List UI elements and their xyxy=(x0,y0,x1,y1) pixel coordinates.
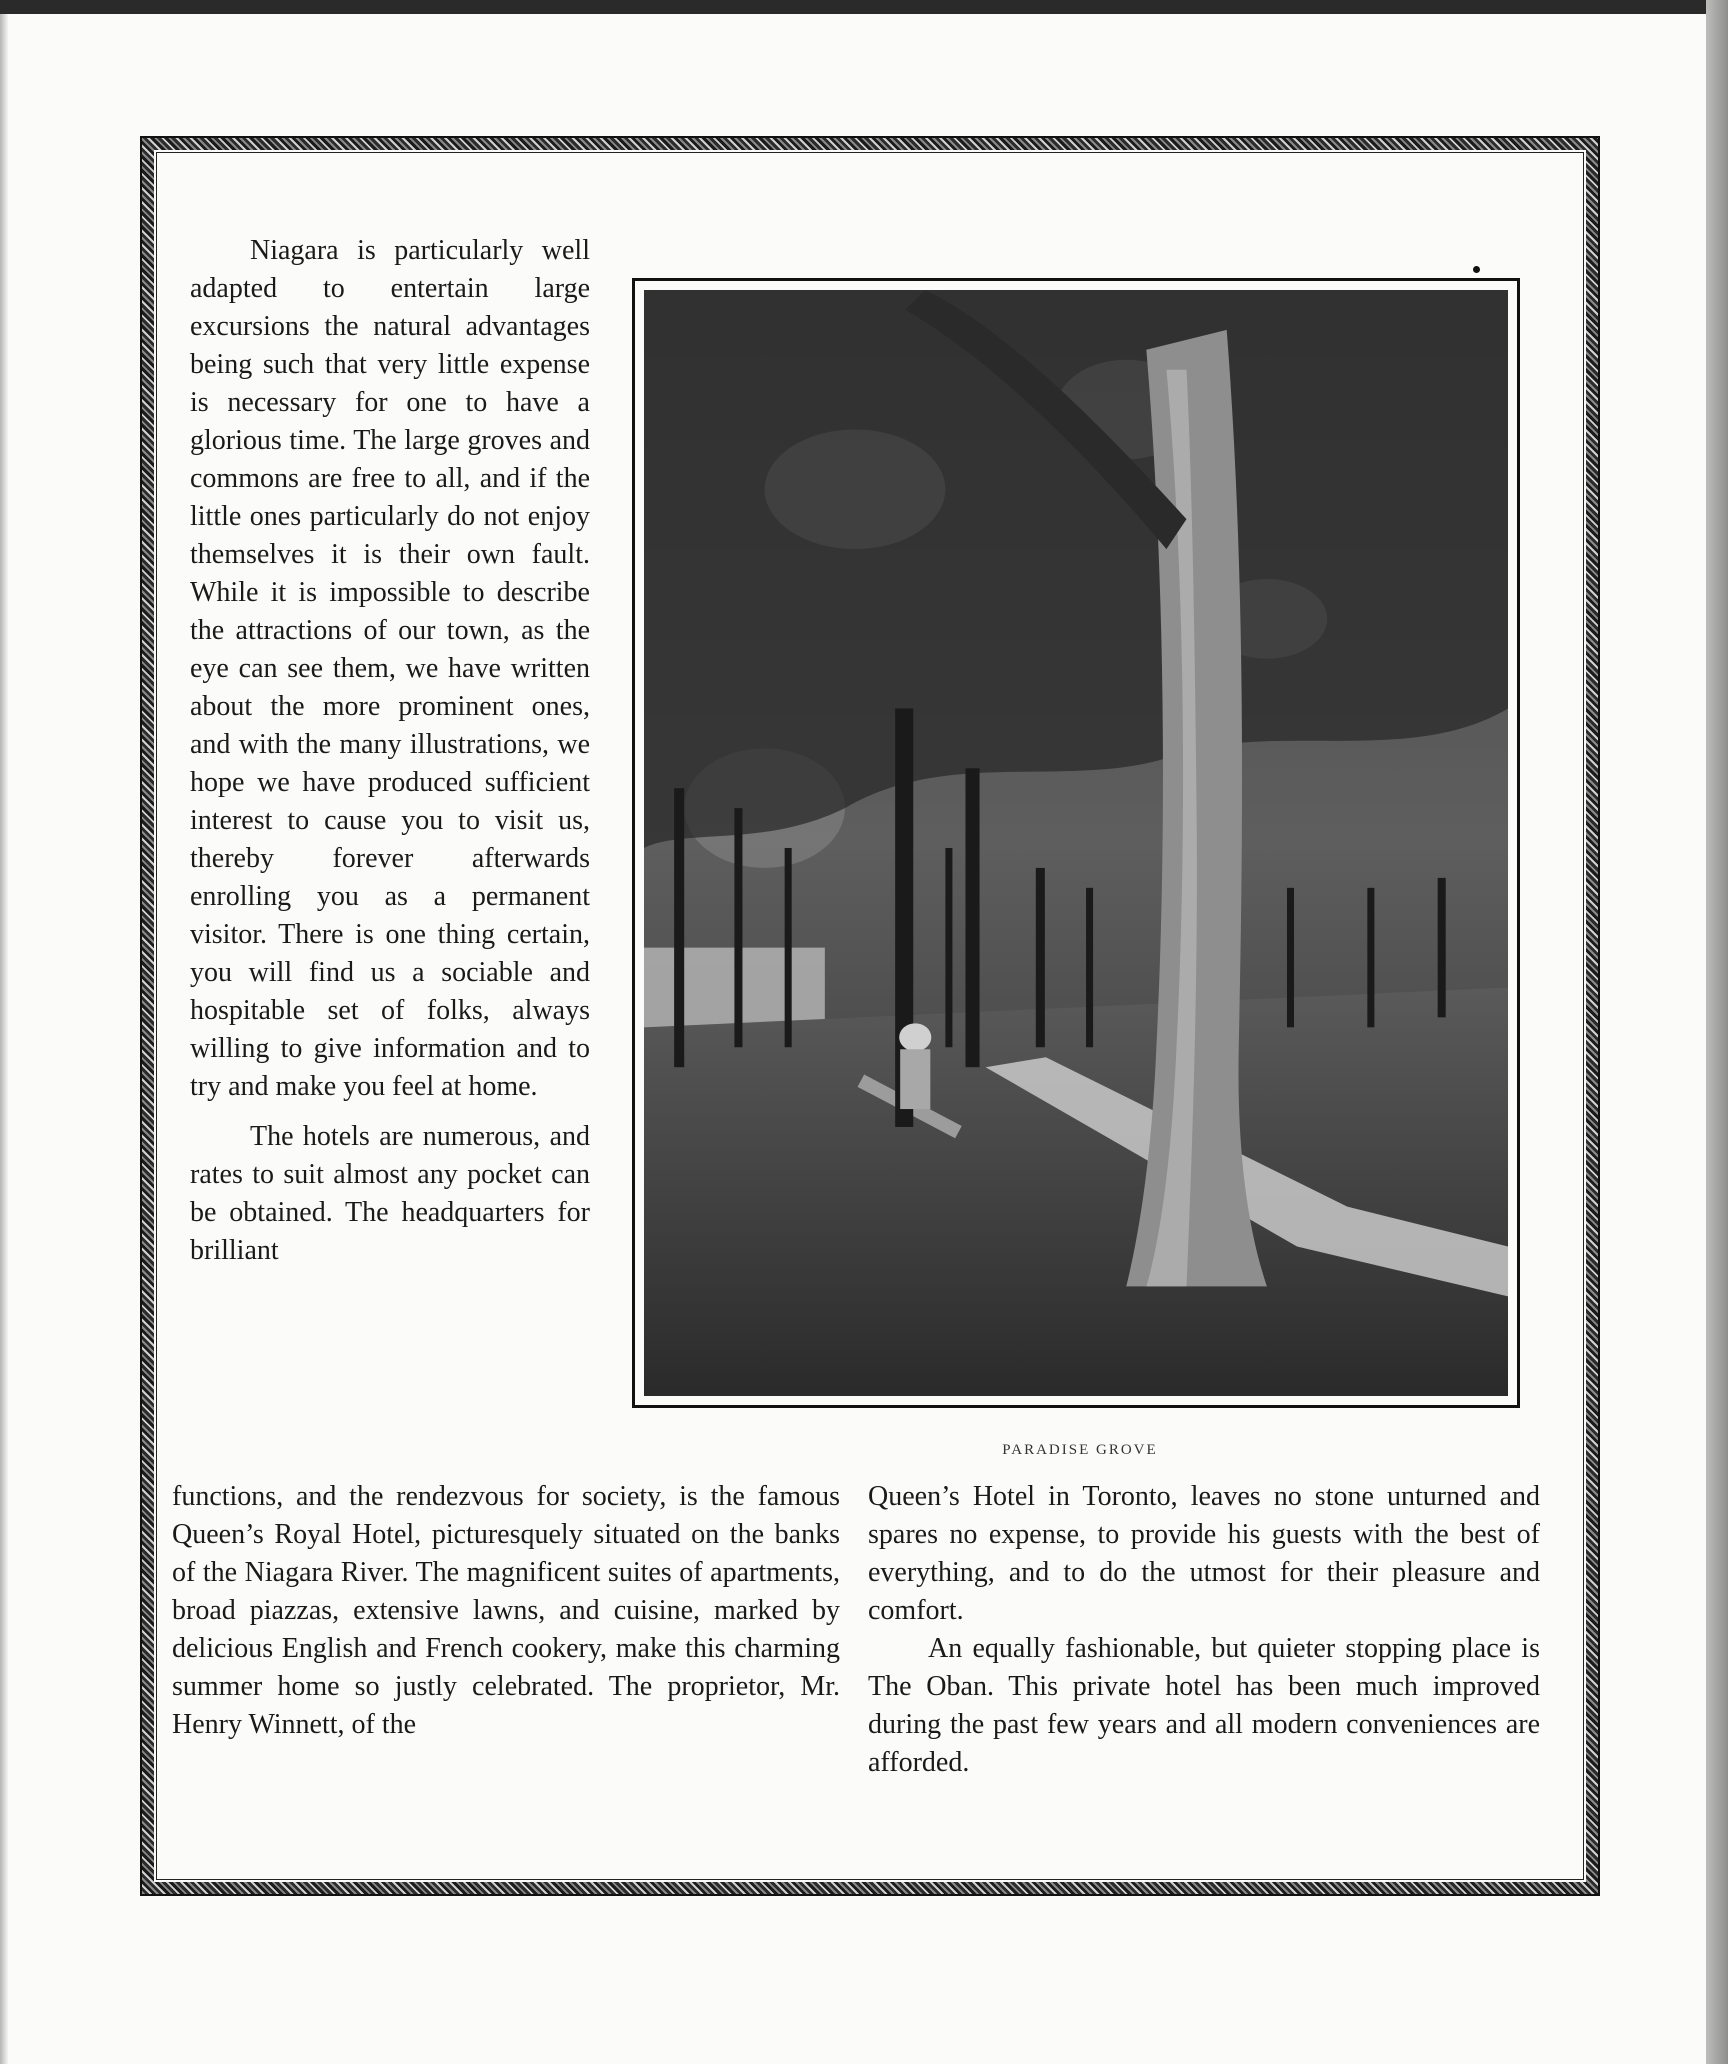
queens-royal-paragraph: functions, and the rendezvous for society, is the famous Queen’s Royal Hotel, picturesquely situated on the banks of the Niagara River. The magnificent suites of apartments, broad piazzas, extensive lawns, and cuisine, marked by delicious English and French cookery, make this charming summer home so justly celebrated. The proprietor, Mr. Henry Winnett, of the xyxy=(172,1481,840,1740)
grove-illustration xyxy=(644,290,1508,1396)
photo-image xyxy=(644,290,1508,1396)
ink-speck xyxy=(1473,266,1480,273)
paradise-grove-photo xyxy=(632,278,1520,1408)
intro-paragraph: Niagara is particularly well adapted to entertain large excursions the natural advantages being such that very little expense is necessary for one to have a glorious time. The large groves and commons are free to all, and if the little ones particularly do not enjoy themselves it is their own fault. While it is impossible to describe the attractions of our town, as the eye can see them, we have written about the more prominent ones, and with the many illustrations, we hope we have produced sufficient interest to cause you to visit us, thereby forever afterwards enrolling you as a permanent visitor. There is one thing certain, you will find us a sociable and hospitable set of folks, always willing to give information and to try and make you feel at home. xyxy=(190,235,590,1102)
bottom-left-text-column xyxy=(172,1478,840,1744)
left-text-column xyxy=(190,232,590,1270)
oban-paragraph: An equally fashionable, but quieter stopping place is The Oban. This private hotel has been much improved during the past few years and all modern conveniences are afforded. xyxy=(868,1633,1540,1778)
scan-right-edge xyxy=(1706,0,1728,2064)
bottom-right-text-column xyxy=(868,1478,1540,1782)
photo-caption: PARADISE GROVE xyxy=(1002,1442,1158,1458)
page-spine-shadow xyxy=(0,14,8,2064)
queens-hotel-paragraph: Queen’s Hotel in Toronto, leaves no stone unturned and spares no expense, to provide his guests with the best of everything, and to do the utmost for their pleasure and comfort. xyxy=(868,1481,1540,1626)
hotels-paragraph: The hotels are numerous, and rates to suit almost any pocket can be obtained. The headquarters for brilliant xyxy=(190,1121,590,1266)
scan-top-edge xyxy=(0,0,1728,14)
